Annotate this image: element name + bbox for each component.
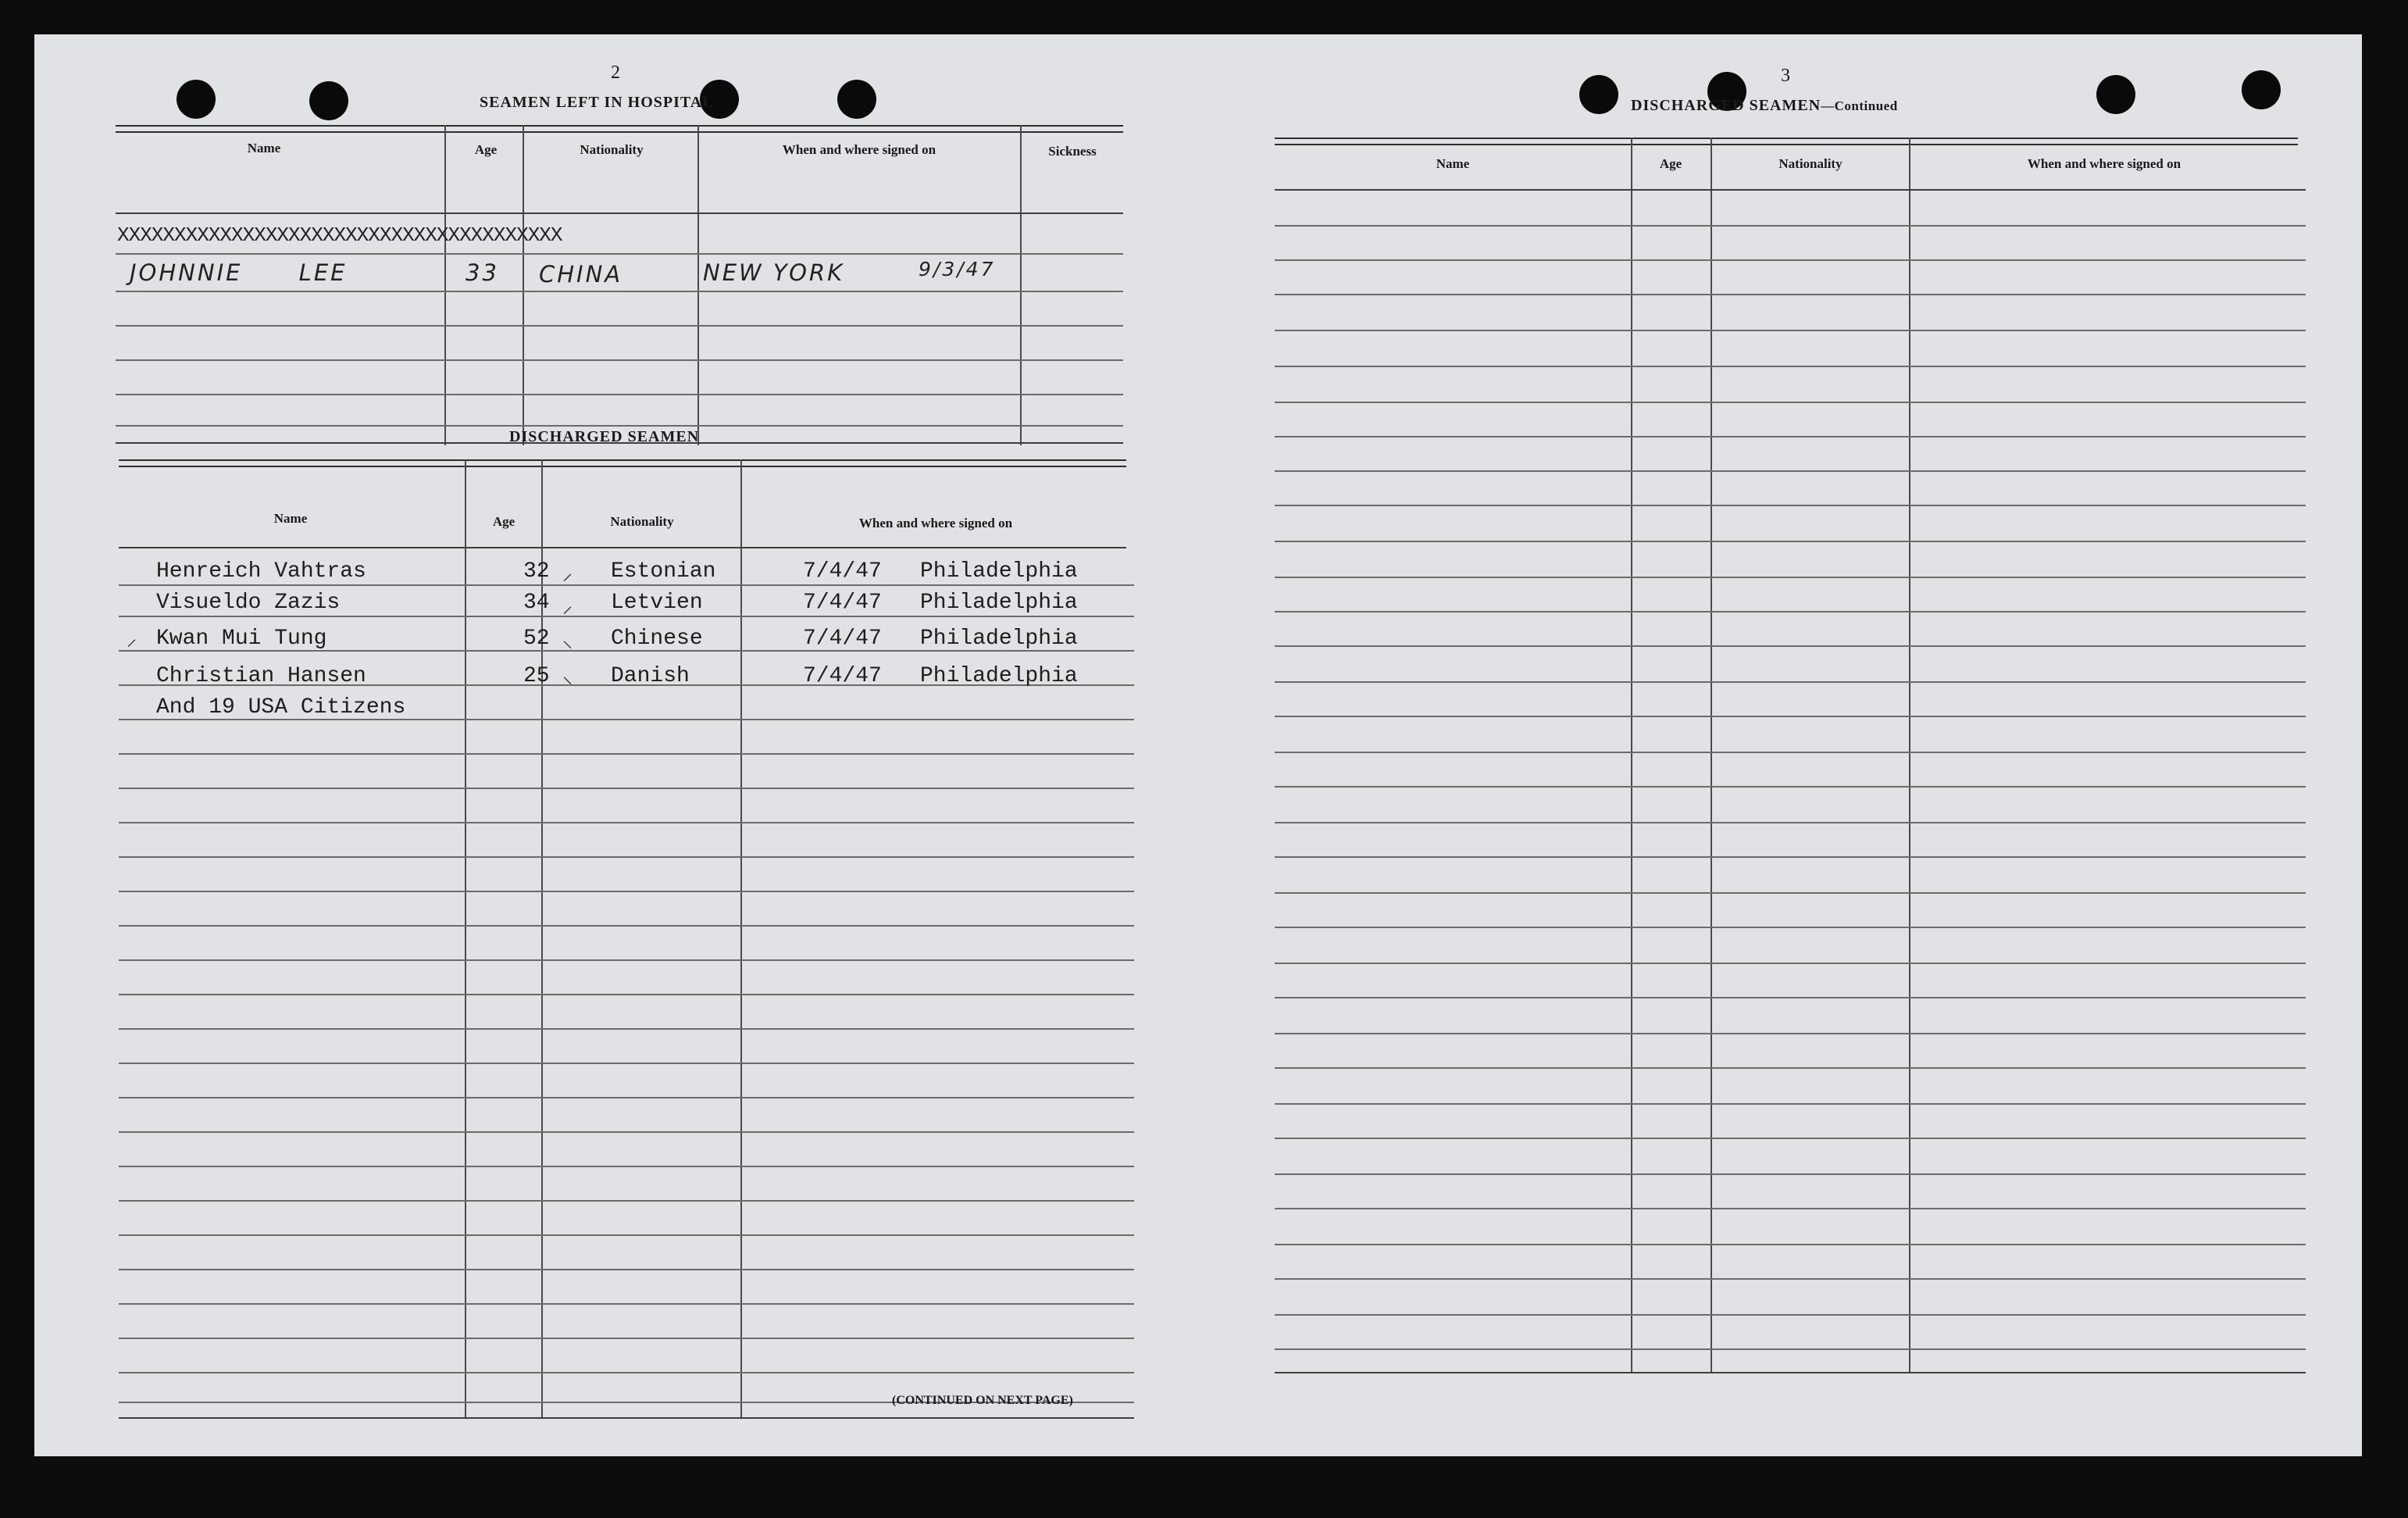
col-header-nationality: Nationality bbox=[1778, 156, 1843, 171]
punch-hole bbox=[309, 81, 348, 120]
tick-mark: ⸜ bbox=[562, 665, 573, 688]
seaman-name: Henreich Vahtras bbox=[156, 559, 366, 584]
row-rule bbox=[1275, 436, 2306, 438]
row-rule bbox=[119, 959, 1134, 961]
seaman-name: Kwan Mui Tung bbox=[156, 627, 327, 651]
seaman-age: 52 bbox=[523, 627, 550, 651]
col-header-age: Age bbox=[474, 142, 498, 157]
seaman-age: 34 bbox=[523, 591, 550, 615]
table-top-rule bbox=[1275, 138, 2298, 145]
punch-hole bbox=[2096, 75, 2135, 114]
column-divider bbox=[740, 459, 742, 1419]
row-rule bbox=[119, 1097, 1134, 1098]
table-bottom-rule bbox=[1275, 1372, 2306, 1373]
header-bottom-rule bbox=[119, 547, 1126, 548]
row-rule bbox=[119, 1372, 1134, 1373]
seaman-nationality: Chinese bbox=[611, 627, 703, 651]
seaman-date: 7/4/47 bbox=[803, 559, 882, 584]
header-bottom-rule bbox=[116, 213, 1123, 214]
row-rule bbox=[1275, 259, 2306, 261]
row-rule bbox=[116, 359, 1123, 361]
row-rule bbox=[119, 1063, 1134, 1064]
column-divider bbox=[444, 125, 446, 445]
tick-mark: ⸝ bbox=[562, 595, 573, 618]
row-rule bbox=[119, 1166, 1134, 1167]
row-rule bbox=[116, 291, 1123, 292]
column-divider bbox=[1909, 138, 1910, 1373]
seaman-nationality: Estonian bbox=[611, 559, 716, 584]
row-rule bbox=[1275, 541, 2306, 542]
struck-out-entry: XXXXXXXXXXXXXXXXXXXXXXXXXXXXXXXXXXXXXXX bbox=[117, 223, 562, 247]
row-rule bbox=[1275, 997, 2306, 998]
seaman-nationality: Danish bbox=[611, 664, 690, 688]
row-rule bbox=[1275, 822, 2306, 823]
row-rule bbox=[1275, 1067, 2306, 1069]
hospital-age-cell: 33 bbox=[466, 259, 499, 286]
col-header-name: Name bbox=[247, 141, 281, 155]
row-rule bbox=[1275, 225, 2306, 227]
document-paper bbox=[34, 34, 2362, 1456]
row-rule bbox=[1275, 577, 2306, 578]
column-divider bbox=[523, 125, 524, 445]
col-header-nationality: Nationality bbox=[610, 514, 674, 529]
right-section-title bbox=[1631, 97, 1898, 115]
seaman-age: 25 bbox=[523, 664, 550, 688]
row-rule bbox=[116, 253, 1123, 255]
row-rule bbox=[119, 1131, 1134, 1133]
row-rule bbox=[1275, 366, 2306, 367]
row-rule bbox=[119, 616, 1134, 617]
row-rule bbox=[119, 822, 1134, 823]
table-top-rule bbox=[116, 125, 1123, 133]
row-rule bbox=[1275, 294, 2306, 295]
seaman-name: Visueldo Zazis bbox=[156, 591, 341, 615]
seaman-date: 7/4/47 bbox=[803, 664, 882, 688]
row-rule bbox=[1275, 402, 2306, 403]
row-rule bbox=[1275, 1208, 2306, 1209]
seaman-date: 7/4/47 bbox=[803, 627, 882, 651]
seaman-where: Philadelphia bbox=[920, 664, 1078, 688]
row-rule bbox=[1275, 1103, 2306, 1105]
row-rule bbox=[119, 994, 1134, 995]
hospital-name-cell: JOHNNIE LEE bbox=[130, 259, 348, 286]
tick-mark: ⸝ bbox=[562, 562, 573, 585]
row-rule bbox=[1275, 645, 2306, 647]
row-rule bbox=[1275, 716, 2306, 717]
seaman-where: Philadelphia bbox=[920, 559, 1078, 584]
header-bottom-rule bbox=[1275, 189, 2306, 191]
hospital-nationality-cell: CHINA bbox=[539, 261, 623, 288]
right-title-main: DISCHARGED SEAMEN bbox=[1631, 97, 1821, 114]
right-title-suffix: —Continued bbox=[1821, 98, 1898, 113]
row-rule bbox=[119, 1303, 1134, 1305]
col-header-when-where: When and where signed on bbox=[782, 142, 936, 157]
row-rule bbox=[1275, 681, 2306, 683]
column-divider bbox=[1631, 138, 1632, 1373]
row-rule bbox=[119, 753, 1134, 755]
seaman-name: Christian Hansen bbox=[156, 664, 366, 688]
row-rule bbox=[119, 1028, 1134, 1030]
seaman-age: 32 bbox=[523, 559, 550, 584]
row-rule bbox=[119, 1234, 1134, 1236]
row-rule bbox=[116, 394, 1123, 395]
row-rule bbox=[1275, 1348, 2306, 1350]
row-rule bbox=[1275, 330, 2306, 331]
row-rule bbox=[116, 425, 1123, 427]
row-rule bbox=[1275, 963, 2306, 964]
right-page-number: 3 bbox=[1781, 66, 1790, 86]
punch-hole bbox=[177, 80, 216, 119]
row-rule bbox=[119, 1338, 1134, 1339]
row-rule bbox=[1275, 470, 2306, 472]
seaman-where: Philadelphia bbox=[920, 627, 1078, 651]
punch-hole bbox=[837, 80, 876, 119]
row-rule bbox=[1275, 505, 2306, 506]
hospital-where-cell: NEW YORK bbox=[703, 259, 845, 286]
row-rule bbox=[119, 788, 1134, 789]
row-rule bbox=[1275, 927, 2306, 928]
hospital-date-cell: 9/3/47 bbox=[919, 258, 996, 280]
row-rule bbox=[1275, 1244, 2306, 1245]
row-rule bbox=[1275, 1033, 2306, 1034]
table-top-rule bbox=[119, 459, 1126, 467]
row-rule bbox=[1275, 1314, 2306, 1316]
row-rule bbox=[119, 584, 1134, 586]
col-header-name: Name bbox=[273, 511, 308, 526]
column-divider bbox=[697, 125, 699, 445]
hospital-section-title: SEAMEN LEFT IN HOSPITAL bbox=[480, 94, 714, 111]
row-rule bbox=[119, 891, 1134, 892]
tick-mark: ⸝ bbox=[127, 627, 137, 651]
column-divider bbox=[1020, 125, 1022, 445]
col-header-age: Age bbox=[492, 514, 515, 529]
col-header-when-where: When and where signed on bbox=[2027, 156, 2181, 171]
seaman-name: And 19 USA Citizens bbox=[156, 695, 406, 720]
col-header-sickness: Sickness bbox=[1048, 144, 1097, 159]
column-divider bbox=[465, 459, 466, 1419]
row-rule bbox=[116, 325, 1123, 327]
col-header-nationality: Nationality bbox=[580, 142, 644, 157]
row-rule bbox=[1275, 611, 2306, 613]
col-header-when-where: When and where signed on bbox=[858, 516, 1013, 530]
row-rule bbox=[1275, 856, 2306, 858]
continued-note: (CONTINUED ON NEXT PAGE) bbox=[892, 1394, 1073, 1407]
tick-mark: ⸜ bbox=[562, 629, 573, 652]
table-bottom-rule bbox=[119, 1417, 1134, 1419]
column-divider bbox=[1711, 138, 1712, 1373]
discharged-section-title: DISCHARGED SEAMEN bbox=[509, 428, 700, 445]
col-header-name: Name bbox=[1436, 156, 1470, 171]
row-rule bbox=[119, 1200, 1134, 1202]
row-rule bbox=[1275, 892, 2306, 894]
left-page-number: 2 bbox=[611, 63, 620, 83]
seaman-where: Philadelphia bbox=[920, 591, 1078, 615]
punch-hole bbox=[1579, 75, 1618, 114]
row-rule bbox=[1275, 1278, 2306, 1280]
row-rule bbox=[1275, 1173, 2306, 1175]
row-rule bbox=[1275, 1138, 2306, 1139]
punch-hole bbox=[2242, 70, 2281, 109]
row-rule bbox=[1275, 786, 2306, 788]
row-rule bbox=[119, 925, 1134, 927]
col-header-age: Age bbox=[1659, 156, 1682, 171]
row-rule bbox=[1275, 752, 2306, 753]
row-rule bbox=[119, 856, 1134, 858]
row-rule bbox=[119, 1269, 1134, 1270]
seaman-nationality: Letvien bbox=[611, 591, 703, 615]
seaman-date: 7/4/47 bbox=[803, 591, 882, 615]
